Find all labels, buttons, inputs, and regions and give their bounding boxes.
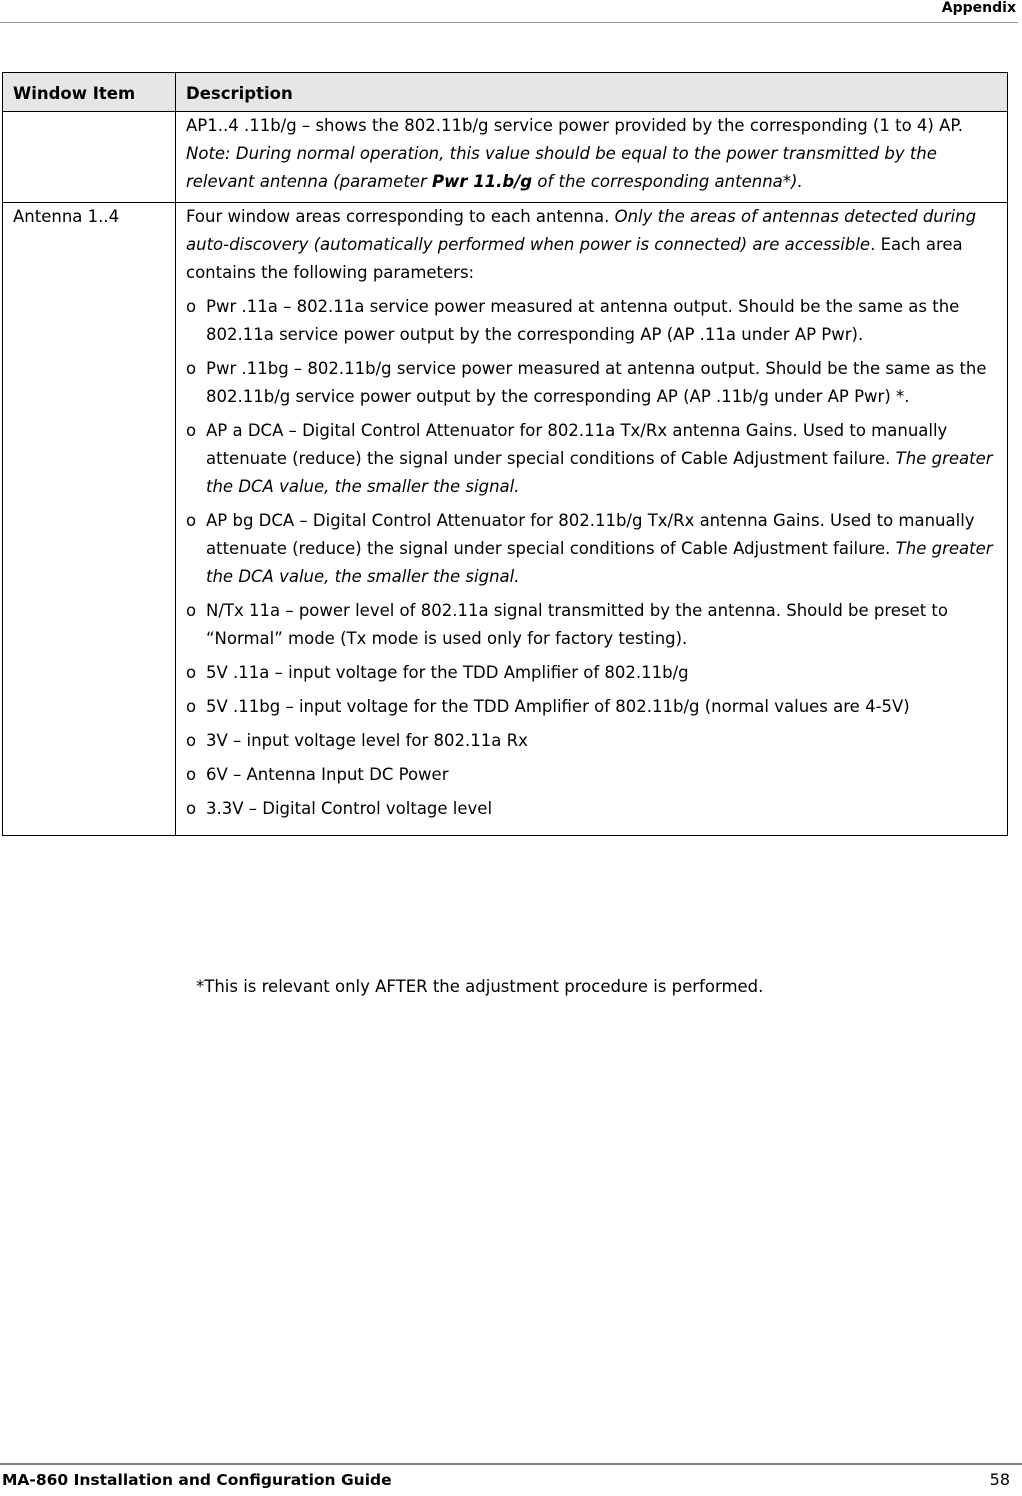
list-item — [186, 727, 997, 755]
ap-desc-note-tail: of the corresponding antenna*). — [532, 172, 803, 191]
param-text: 6V – Antenna Input DC Power — [206, 765, 449, 784]
cell-desc-antenna — [176, 203, 1008, 836]
list-item — [186, 597, 997, 653]
section-title: Appendix — [941, 0, 1016, 16]
param-text: Pwr .11bg – 802.11b/g service power measured at antenna output. Should be the same as the 802.11b/g service power output by the corresponding AP (AP .11b/g under AP Pwr) *. — [206, 359, 987, 406]
ap-desc-note: Note: During normal operation, this value should be equal to the power transmitted by the relevant antenna (parameter — [186, 144, 937, 191]
param-text: 3V – input voltage level for 802.11a Rx — [206, 731, 528, 750]
antenna-intro — [186, 203, 997, 287]
param-text: 3.3V – Digital Control voltage level — [206, 799, 493, 818]
list-item — [186, 795, 997, 823]
table-row-antenna — [3, 203, 1008, 836]
bullet-icon: o — [186, 731, 197, 750]
bullet-icon: o — [186, 697, 197, 716]
list-item — [186, 293, 997, 349]
cell-item-ap — [3, 112, 176, 203]
page-number: 58 — [989, 1470, 1010, 1489]
bullet-icon: o — [186, 765, 197, 784]
list-item — [186, 417, 997, 501]
cell-desc-ap — [176, 112, 1008, 203]
list-item — [186, 693, 997, 721]
param-text: 5V .11bg – input voltage for the TDD Amplifier of 802.11b/g (normal values are 4-5V) — [206, 697, 910, 716]
bullet-icon: o — [186, 663, 197, 682]
footnote: *This is relevant only AFTER the adjustment procedure is performed. — [196, 977, 764, 996]
page-header — [0, 0, 1018, 23]
bullet-icon: o — [186, 601, 197, 620]
antenna-intro-note: Only the areas of antennas detected during auto-discovery (automatically performed when power is connected) are accessible — [186, 207, 977, 254]
table-row-ap — [3, 112, 1008, 203]
bullet-icon: o — [186, 421, 197, 440]
antenna-intro-text: Four window areas corresponding to each antenna. — [186, 207, 615, 226]
parameter-list — [186, 293, 997, 823]
param-text: N/Tx 11a – power level of 802.11a signal transmitted by the antenna. Should be preset to “Normal” mode (Tx mode is used only for factory testing). — [206, 601, 948, 648]
bullet-icon: o — [186, 297, 197, 316]
column-header-window-item: Window Item — [3, 73, 176, 112]
ap-desc-text: AP1..4 .11b/g – shows the 802.11b/g service power provided by the corresponding (1 to 4) AP. — [186, 116, 963, 135]
list-item — [186, 761, 997, 789]
param-note: The greater the DCA value, the smaller the signal. — [206, 539, 993, 586]
footer-divider — [0, 1463, 1022, 1465]
param-text: AP a DCA – Digital Control Attenuator for 802.11a Tx/Rx antenna Gains. Used to manually attenuate (reduce) the signal under special conditions of Cable Adjustment failure. — [206, 421, 948, 468]
bullet-icon: o — [186, 359, 197, 378]
bullet-icon: o — [186, 799, 197, 818]
param-text: 5V .11a – input voltage for the TDD Amplifier of 802.11b/g — [206, 663, 689, 682]
bullet-icon: o — [186, 511, 197, 530]
list-item — [186, 355, 997, 411]
cell-item-antenna: Antenna 1..4 — [3, 203, 176, 836]
window-items-table — [2, 72, 1008, 836]
param-text: AP bg DCA – Digital Control Attenuator for 802.11b/g Tx/Rx antenna Gains. Used to manually attenuate (reduce) the signal under special conditions of Cable Adjustment failure. — [206, 511, 975, 558]
param-note: The greater the DCA value, the smaller the signal. — [206, 449, 993, 496]
list-item — [186, 507, 997, 591]
footer-doc-title: MA-860 Installation and Configuration Guide — [2, 1471, 392, 1489]
table-header-row — [3, 73, 1008, 112]
antenna-intro-tail: . Each area contains the following parameters: — [186, 235, 963, 282]
param-text: Pwr .11a – 802.11a service power measured at antenna output. Should be the same as the 802.11a service power output by the corresponding AP (AP .11a under AP Pwr). — [206, 297, 960, 344]
column-header-description: Description — [176, 73, 1008, 112]
list-item — [186, 659, 997, 687]
ap-desc-param: Pwr 11.b/g — [431, 172, 533, 191]
